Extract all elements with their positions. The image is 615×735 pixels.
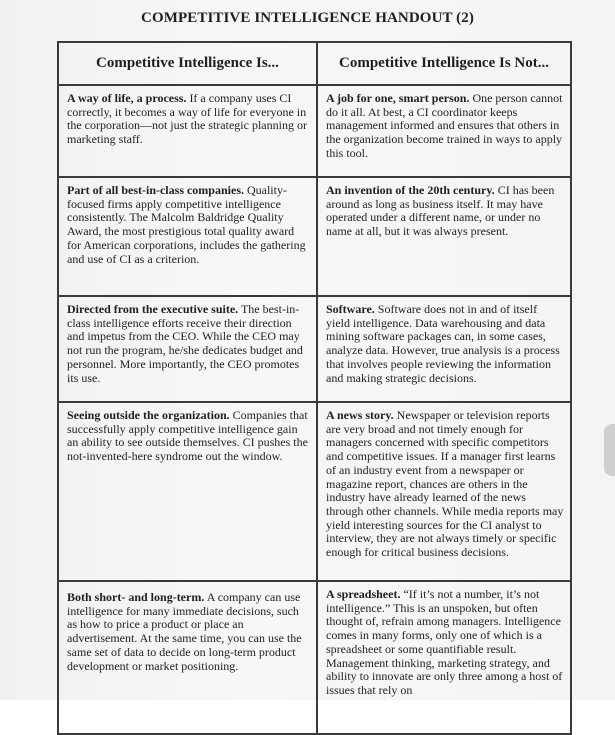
side-scroll-tab[interactable] xyxy=(604,424,615,476)
is-lead: Seeing outside the organization. xyxy=(67,408,230,422)
is-cell xyxy=(58,402,317,581)
is-cell xyxy=(58,581,317,734)
is-text: If a company uses CI correctly, it becomes a way of life for everyone in the corporation—not just the strategic planning or marketing staff. xyxy=(67,91,307,147)
table-row xyxy=(58,581,571,734)
table-row xyxy=(58,85,571,177)
is-lead: Directed from the executive suite. xyxy=(67,302,239,316)
is-not-cell xyxy=(317,296,571,402)
comparison-table xyxy=(57,41,572,735)
table-header-row xyxy=(58,42,571,85)
is-not-cell xyxy=(317,85,571,177)
is-text: Quality-focused firms apply competitive intelligence consistently. The Malcolm Baldridge Quality Award, the most prestigious total quality award for American corporations, includes the gathering and use of CI as a criterion. xyxy=(67,183,306,266)
page-title: COMPETITIVE INTELLIGENCE HANDOUT (2) xyxy=(141,10,474,26)
is-not-lead: A spreadsheet. xyxy=(326,587,401,601)
is-not-cell xyxy=(317,177,571,296)
table-row xyxy=(58,177,571,296)
is-not-text: Software does not in and of itself yield intelligence. Data warehousing and data mining software packages can, in some cases, analyze data. However, true analysis is a process that involves people reviewing the information and making strategic decisions. xyxy=(326,302,560,385)
is-cell xyxy=(58,177,317,296)
is-lead: Part of all best-in-class companies. xyxy=(67,183,244,197)
is-lead: Both short- and long-term. xyxy=(67,590,205,604)
is-not-lead: A job for one, smart person. xyxy=(326,91,470,105)
is-not-lead: An invention of the 20th century. xyxy=(326,183,495,197)
is-text: A company can use intelligence for many immediate decisions, such as how to price a product or place an advertisement. At the same time, you can use the same set of data to decide on long-term product development or market positioning. xyxy=(67,590,302,673)
is-not-text: “If it’s not a number, it’s not intelligence.” This is an unspoken, but often thought of, refrain among managers. Intelligence comes in many forms, only one of which is a spreadsheet or some quantifiable result. Management thinking, marketing strategy, and ability to innovate are only three among a host of issues that rely on xyxy=(326,587,563,697)
is-lead: A way of life, a process. xyxy=(67,91,187,105)
table-row xyxy=(58,296,571,402)
is-text: Companies that successfully apply competitive intelligence gain an ability to see outside themselves. CI pushes the not-invented-here syndrome out the window. xyxy=(67,408,308,464)
is-not-text: CI has been around as long as business itself. It may have operated under a different name, or under no name at all, but it was always present. xyxy=(326,183,555,239)
is-not-cell xyxy=(317,402,571,581)
is-not-lead: A news story. xyxy=(326,408,394,422)
is-cell xyxy=(58,85,317,177)
table-row xyxy=(58,402,571,581)
is-text: The best-in-class intelligence efforts receive their direction and impetus from the CEO. While the CEO may not run the program, he/she dedicates budget and personnel. More importantly, the CEO promotes its use. xyxy=(67,302,303,385)
is-not-text: One person cannot do it all. At best, a CI coordinator keeps management informed and ensures that others in the organization become trained in ways to apply this tool. xyxy=(326,91,563,160)
is-not-text: Newspaper or television reports are very broad and not timely enough for managers concerned with specific competitors and competitive issues. If a manager first learns of an industry event from a newspaper or magazine report, chances are others in the industry have already learned of the news through other channels. While media reports may yield interesting sources for the CI analyst to interview, they are not always timely or specific enough for critical business decisions. xyxy=(326,408,564,560)
is-cell xyxy=(58,296,317,402)
header-is-not: Competitive Intelligence Is Not... xyxy=(317,42,571,85)
header-is: Competitive Intelligence Is... xyxy=(58,42,317,85)
is-not-cell xyxy=(317,581,571,734)
is-not-lead: Software. xyxy=(326,302,375,316)
